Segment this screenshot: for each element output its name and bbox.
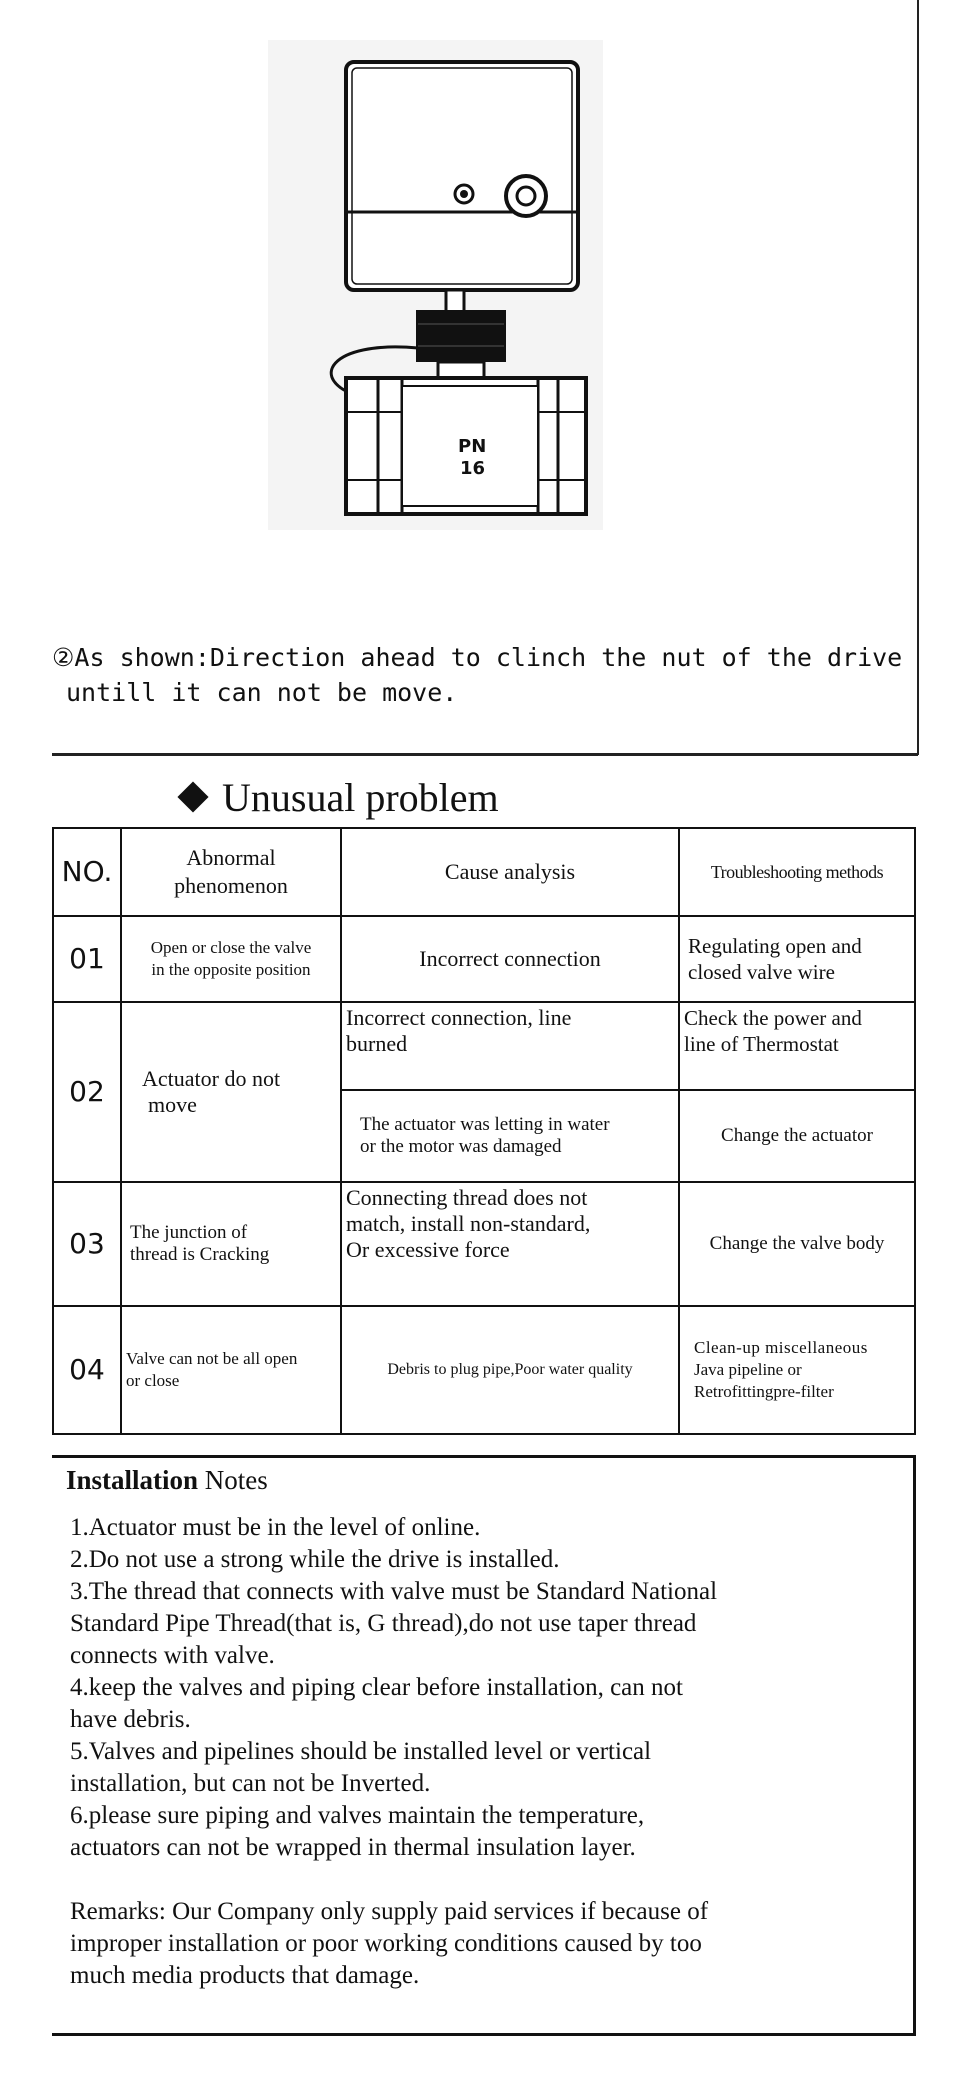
- note-line-6: 4.keep the valves and piping clear before installation, can not: [70, 1674, 683, 1701]
- body-label-16: 16: [460, 458, 486, 479]
- actuator-housing: [346, 62, 578, 290]
- note-line-8: 5.Valves and pipelines should be installed level or vertical: [70, 1738, 652, 1765]
- note-line-10: 6.please sure piping and valves maintain the temperature,: [70, 1802, 645, 1829]
- remarks-line-2: improper installation or poor working conditions caused by too: [70, 1930, 702, 1957]
- header-method: Troubleshooting methods: [678, 827, 916, 917]
- remarks-line-3: much media products that damage.: [70, 1962, 420, 1989]
- note-line-4: Standard Pipe Thread(that is, G thread),do not use taper thread: [70, 1610, 697, 1637]
- section-heading: [182, 772, 499, 822]
- row-02-no: 02: [52, 1001, 122, 1183]
- note-line-9: installation, but can not be Inverted.: [70, 1770, 431, 1797]
- row-03-cause: Connecting thread does not match, install non-standard, Or excessive force: [340, 1181, 680, 1307]
- row-04-phenomenon: Valve can not be all open or close: [120, 1305, 342, 1435]
- body-label-pn: PN: [458, 436, 487, 457]
- row-02-method-b: Change the actuator: [678, 1089, 916, 1183]
- problem-table: [52, 827, 916, 1435]
- instruction-line-1: ②As shown:Direction ahead to clinch the nut of the drive: [52, 643, 903, 672]
- section-title: Unusual problem: [222, 774, 499, 820]
- instruction-line-2: untill it can not be move.: [66, 678, 458, 707]
- row-01-no: 01: [52, 915, 122, 1003]
- row-02-phenomenon: Actuator do not move: [120, 1001, 342, 1183]
- diamond-bullet-icon: [177, 781, 208, 812]
- note-line-11: actuators can not be wrapped in thermal insulation layer.: [70, 1834, 636, 1861]
- page-right-border: [917, 0, 919, 755]
- row-04-no: 04: [52, 1305, 122, 1435]
- row-02-cause-b: The actuator was letting in water or the motor was damaged: [340, 1089, 680, 1183]
- row-01-method: Regulating open and closed valve wire: [678, 915, 916, 1003]
- notes-bottom-rule: [52, 2033, 916, 2036]
- drive-nut: [416, 310, 506, 362]
- note-line-1: 1.Actuator must be in the level of online.: [70, 1514, 481, 1541]
- valve-actuator-illustration: [268, 40, 603, 530]
- installation-instruction: [52, 640, 912, 710]
- row-01-phenomenon: Open or close the valve in the opposite position: [120, 915, 342, 1003]
- row-03-phenomenon: The junction of thread is Cracking: [120, 1181, 342, 1307]
- row-03-no: 03: [52, 1181, 122, 1307]
- notes-title: Installation Notes: [66, 1465, 268, 1495]
- note-line-2: 2.Do not use a strong while the drive is installed.: [70, 1546, 560, 1573]
- row-02-cause-a: Incorrect connection, line burned: [340, 1001, 680, 1091]
- row-02-method-a: Check the power and line of Thermostat: [678, 1001, 916, 1091]
- section-divider: [52, 753, 918, 756]
- row-04-method: Clean-up miscellaneous Java pipeline or Retrofittingpre-filter: [678, 1305, 916, 1435]
- remarks-line-1: Remarks: Our Company only supply paid services if because of: [70, 1898, 709, 1925]
- row-03-method: Change the valve body: [678, 1181, 916, 1307]
- note-line-5: connects with valve.: [70, 1642, 275, 1669]
- header-phenomenon: Abnormal phenomenon: [120, 827, 342, 917]
- note-line-7: have debris.: [70, 1706, 191, 1733]
- row-04-cause: Debris to plug pipe,Poor water quality: [340, 1305, 680, 1435]
- row-01-cause: Incorrect connection: [340, 915, 680, 1003]
- header-cause: Cause analysis: [340, 827, 680, 917]
- header-no: NO.: [52, 827, 122, 917]
- note-line-3: 3.The thread that connects with valve must be Standard National: [70, 1578, 718, 1605]
